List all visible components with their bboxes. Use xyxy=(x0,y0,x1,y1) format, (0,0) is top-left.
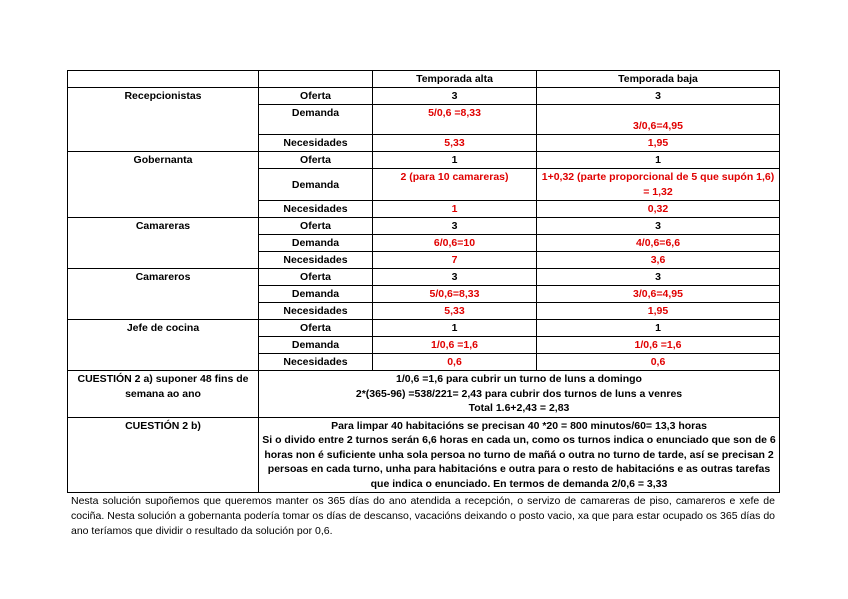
row-label: Oferta xyxy=(259,320,373,337)
value-cell: 0,6 xyxy=(373,354,537,371)
value-cell: 1 xyxy=(373,320,537,337)
table-row xyxy=(68,152,780,169)
value-cell: 3 xyxy=(373,269,537,286)
value-cell: 3 xyxy=(537,88,780,105)
value-cell: 1 xyxy=(373,152,537,169)
table-row xyxy=(68,320,780,337)
row-label: Necesidades xyxy=(259,354,373,371)
staffing-table xyxy=(67,70,780,493)
value-cell: 1 xyxy=(537,320,780,337)
question-2b-row xyxy=(68,417,780,493)
row-label: Necesidades xyxy=(259,252,373,269)
value-line: = 1,32 xyxy=(643,185,673,198)
row-label: Demanda xyxy=(259,169,373,201)
table-row xyxy=(68,269,780,286)
value-cell: 3/0,6=4,95 xyxy=(537,286,780,303)
header-cell xyxy=(68,71,259,88)
value-cell: 2 (para 10 camareras) xyxy=(373,169,537,201)
value-cell: 3 xyxy=(373,218,537,235)
value-cell: 4/0,6=6,6 xyxy=(537,235,780,252)
footnote-paragraph: Nesta solución supoñemos que queremos manter os 365 días do ano atendida a recepción, o servizo de camareras de piso, camareros e xefe de cociña. Nesta solución a gobernanta podería tomar os días de descanso, vacacións deixando o posto vacio, xa que para estar ocupado os 365 días do ano teríamos que dividir o resultado da solución por 0,6. xyxy=(71,495,775,537)
question-label-line: semana ao ano xyxy=(125,387,201,400)
value-cell: 3 xyxy=(537,269,780,286)
group-label: Gobernanta xyxy=(68,152,259,218)
value-cell: 0,32 xyxy=(537,201,780,218)
value-cell: 6/0,6=10 xyxy=(373,235,537,252)
value-line: 1+0,32 (parte proporcional de 5 que supón 1,6) xyxy=(541,171,775,183)
table-row xyxy=(68,88,780,105)
answer-line: Si o divido entre 2 turnos serán 6,6 horas en cada un, como os turnos indica o enunciado que son de 6 xyxy=(262,434,776,446)
row-label: Demanda xyxy=(259,105,373,135)
value-cell: 3,6 xyxy=(537,252,780,269)
answer-line: 1/0,6 =1,6 para cubrir un turno de luns a domingo xyxy=(396,373,642,385)
value-cell: 7 xyxy=(373,252,537,269)
value-cell: 3 xyxy=(373,88,537,105)
row-label: Necesidades xyxy=(259,303,373,320)
row-label: Oferta xyxy=(259,152,373,169)
value-cell: 5/0,6=8,33 xyxy=(373,286,537,303)
row-label: Necesidades xyxy=(259,201,373,218)
row-label: Oferta xyxy=(259,218,373,235)
group-label: Camareras xyxy=(68,218,259,269)
question-2a-row xyxy=(68,371,780,418)
value-cell: 1 xyxy=(373,201,537,218)
value-cell: 3 xyxy=(537,218,780,235)
answer-line: Total 1.6+2,43 = 2,83 xyxy=(468,402,570,414)
value-cell: 5,33 xyxy=(373,303,537,320)
value-cell xyxy=(537,169,780,201)
row-label: Oferta xyxy=(259,88,373,105)
answer-line: horas non é suficiente unha sola persoa no turno de mañá o outra no turno de tarde, así se precisan 2 xyxy=(264,448,774,461)
value-cell: 0,6 xyxy=(537,354,780,371)
answer-line: 2*(365-96) =538/221= 2,43 para cubrir dos turnos de luns a venres xyxy=(355,387,683,400)
question-label xyxy=(68,371,259,418)
value-cell: 1/0,6 =1,6 xyxy=(373,337,537,354)
header-cell xyxy=(259,71,373,88)
answer-line: Para limpar 40 habitacións se precisan 40 *20 = 800 minutos/60= 13,3 horas xyxy=(331,419,707,432)
value-cell: 1 xyxy=(537,152,780,169)
row-label: Necesidades xyxy=(259,135,373,152)
value-cell: 1,95 xyxy=(537,135,780,152)
answer-line: persoas en cada turno, unha para habitacións e outra para o resto de habitacións e as outras tarefas xyxy=(267,463,771,475)
group-label: Recepcionistas xyxy=(68,88,259,152)
value-cell: 3/0,6=4,95 xyxy=(537,105,780,135)
row-label: Oferta xyxy=(259,269,373,286)
row-label: Demanda xyxy=(259,235,373,252)
value-cell: 5,33 xyxy=(373,135,537,152)
header-baja: Temporada baja xyxy=(537,71,780,88)
table-row xyxy=(68,218,780,235)
value-cell: 1,95 xyxy=(537,303,780,320)
row-label: Demanda xyxy=(259,337,373,354)
group-label: Camareros xyxy=(68,269,259,320)
question-answer xyxy=(259,417,780,493)
group-label: Jefe de cocina xyxy=(68,320,259,371)
row-label: Demanda xyxy=(259,286,373,303)
header-alta: Temporada alta xyxy=(373,71,537,88)
value-cell: 5/0,6 =8,33 xyxy=(373,105,537,135)
question-label-line: CUESTIÓN 2 a) suponer 48 fins de xyxy=(77,373,249,385)
value-cell: 1/0,6 =1,6 xyxy=(537,337,780,354)
document xyxy=(67,70,779,539)
answer-line: que indica o enunciado. En termos de demanda 2/0,6 = 3,33 xyxy=(370,477,668,490)
question-label: CUESTIÓN 2 b) xyxy=(68,417,259,493)
question-answer xyxy=(259,371,780,418)
table-header xyxy=(68,71,780,88)
